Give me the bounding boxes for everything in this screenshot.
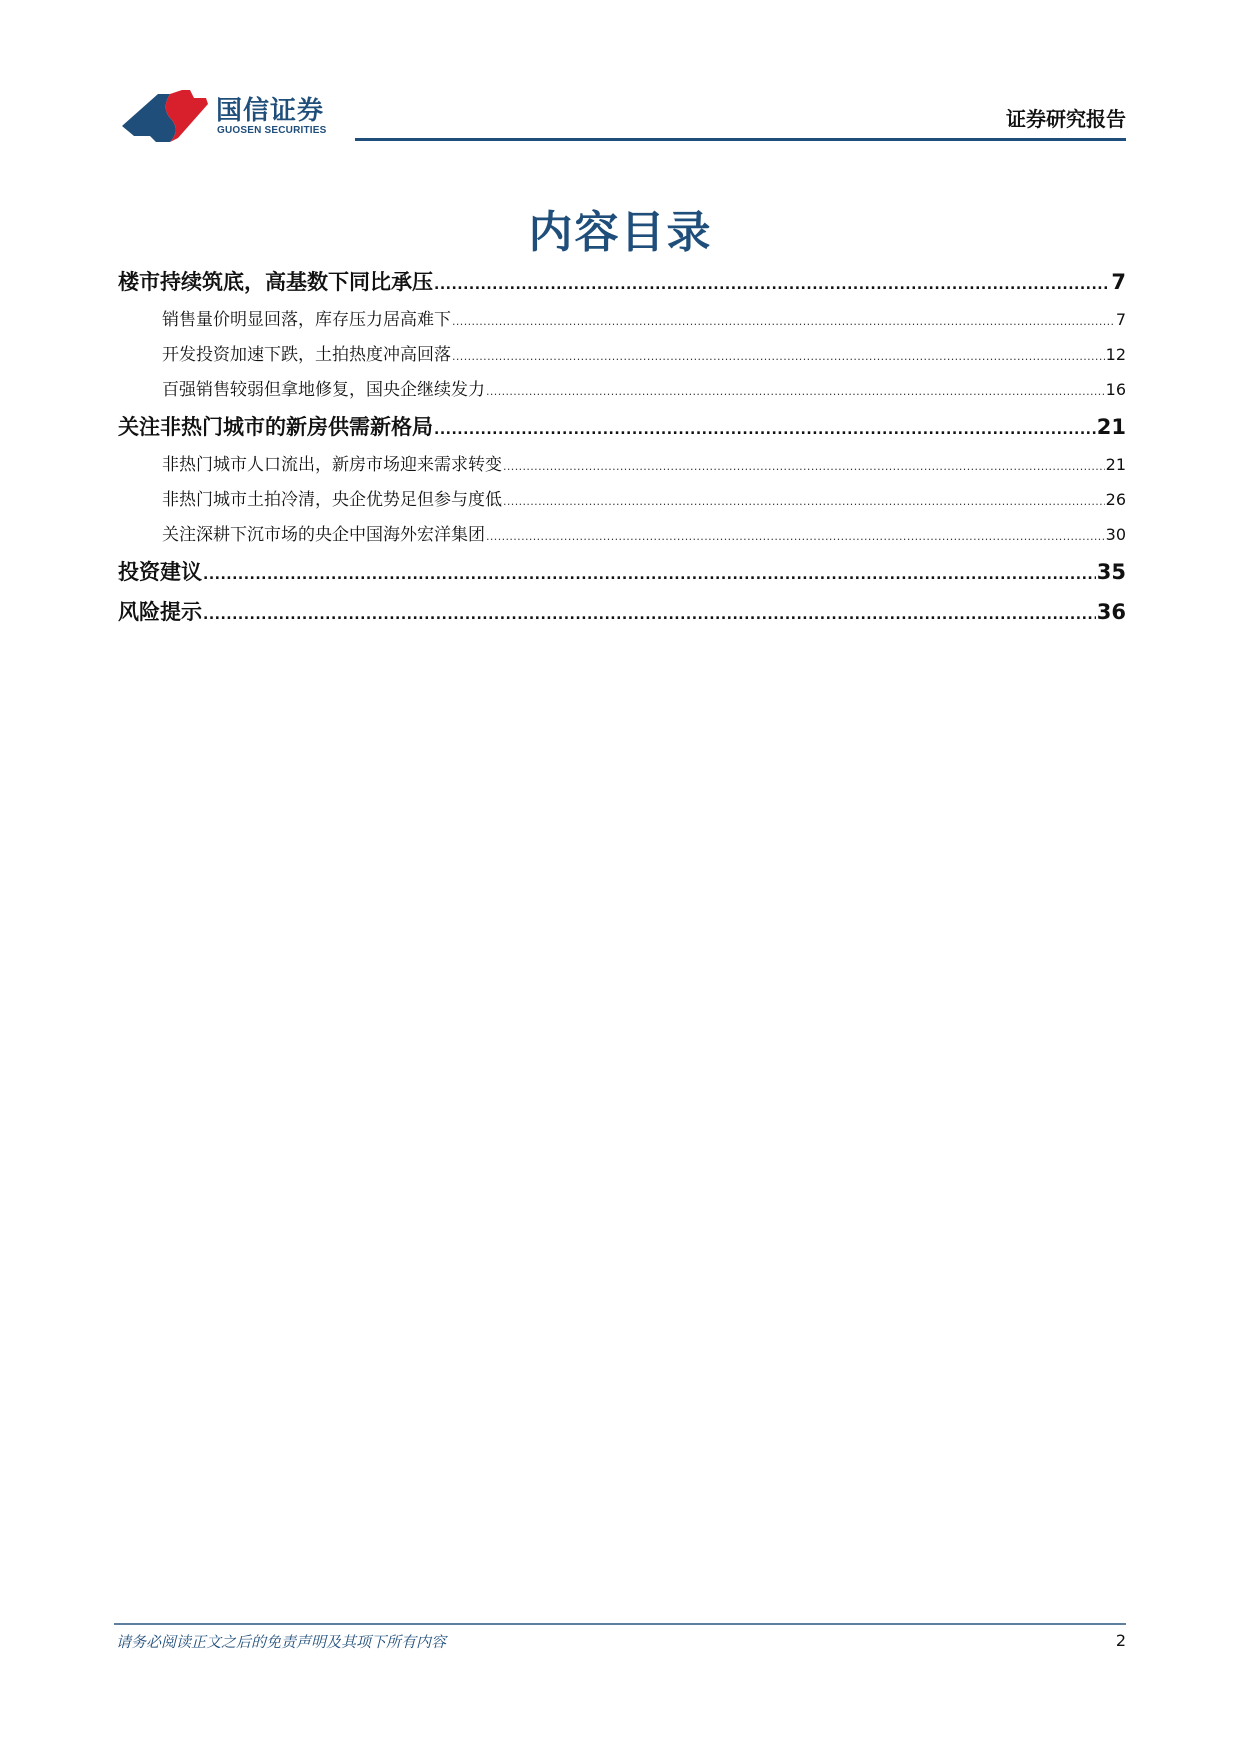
page-number: 2 xyxy=(1115,1631,1126,1650)
toc-entry-subsection-2-2[interactable] xyxy=(118,482,1126,517)
toc-entry-label: 非热门城市人口流出，新房市场迎来需求转变 xyxy=(162,455,502,475)
header-divider xyxy=(355,138,1126,141)
toc-entry-page: 12 xyxy=(1105,345,1126,364)
toc-entry-label: 投资建议 xyxy=(118,560,202,584)
toc-entry-page: 7 xyxy=(1111,270,1126,294)
toc-entry-page: 36 xyxy=(1096,600,1126,624)
toc-entry-section-4[interactable] xyxy=(118,592,1126,632)
toc-entry-label: 关注非热门城市的新房供需新格局 xyxy=(118,415,433,439)
toc-entry-page: 7 xyxy=(1115,310,1126,329)
logo-chinese-name: 国信证券 xyxy=(216,96,325,126)
table-of-contents xyxy=(118,262,1126,632)
dot-leader xyxy=(203,595,1096,635)
toc-entry-label: 非热门城市土拍冷清，央企优势足但参与度低 xyxy=(162,490,502,510)
dot-leader xyxy=(503,449,1105,484)
dot-leader xyxy=(452,339,1105,374)
toc-entry-page: 26 xyxy=(1105,490,1126,509)
toc-entry-subsection-1-3[interactable] xyxy=(118,372,1126,407)
toc-entry-label: 关注深耕下沉市场的央企中国海外宏洋集团 xyxy=(162,525,485,545)
toc-entry-label: 开发投资加速下跌，土拍热度冲高回落 xyxy=(162,345,451,365)
toc-entry-label: 楼市持续筑底，高基数下同比承压 xyxy=(118,270,433,294)
toc-entry-section-2[interactable] xyxy=(118,407,1126,447)
page-header xyxy=(0,0,1241,150)
toc-entry-page: 35 xyxy=(1096,560,1126,584)
report-type-label: 证券研究报告 xyxy=(1006,107,1126,131)
toc-entry-page: 21 xyxy=(1096,415,1126,439)
toc-entry-label: 百强销售较弱但拿地修复，国央企继续发力 xyxy=(162,380,485,400)
toc-entry-section-3[interactable] xyxy=(118,552,1126,592)
footer-disclaimer: 请务必阅读正文之后的免责声明及其项下所有内容 xyxy=(116,1633,447,1651)
dot-leader xyxy=(503,484,1105,519)
toc-entry-section-1[interactable] xyxy=(118,262,1126,302)
logo-mark-icon xyxy=(120,88,210,144)
dot-leader xyxy=(434,265,1110,305)
toc-entry-label: 销售量价明显回落，库存压力居高难下 xyxy=(162,310,451,330)
toc-entry-page: 21 xyxy=(1105,455,1126,474)
toc-entry-subsection-1-2[interactable] xyxy=(118,337,1126,372)
toc-entry-subsection-1-1[interactable] xyxy=(118,302,1126,337)
toc-entry-label: 风险提示 xyxy=(118,600,202,624)
dot-leader xyxy=(486,374,1105,409)
toc-entry-page: 16 xyxy=(1105,380,1126,399)
logo-english-name: GUOSEN SECURITIES xyxy=(217,125,327,136)
dot-leader xyxy=(452,304,1115,339)
footer-divider xyxy=(114,1623,1126,1625)
toc-entry-subsection-2-3[interactable] xyxy=(118,517,1126,552)
toc-title: 内容目录 xyxy=(528,207,713,258)
company-logo xyxy=(120,88,340,144)
dot-leader xyxy=(486,519,1105,554)
toc-entry-subsection-2-1[interactable] xyxy=(118,447,1126,482)
dot-leader xyxy=(434,410,1096,450)
toc-entry-page: 30 xyxy=(1105,525,1126,544)
dot-leader xyxy=(203,555,1096,595)
